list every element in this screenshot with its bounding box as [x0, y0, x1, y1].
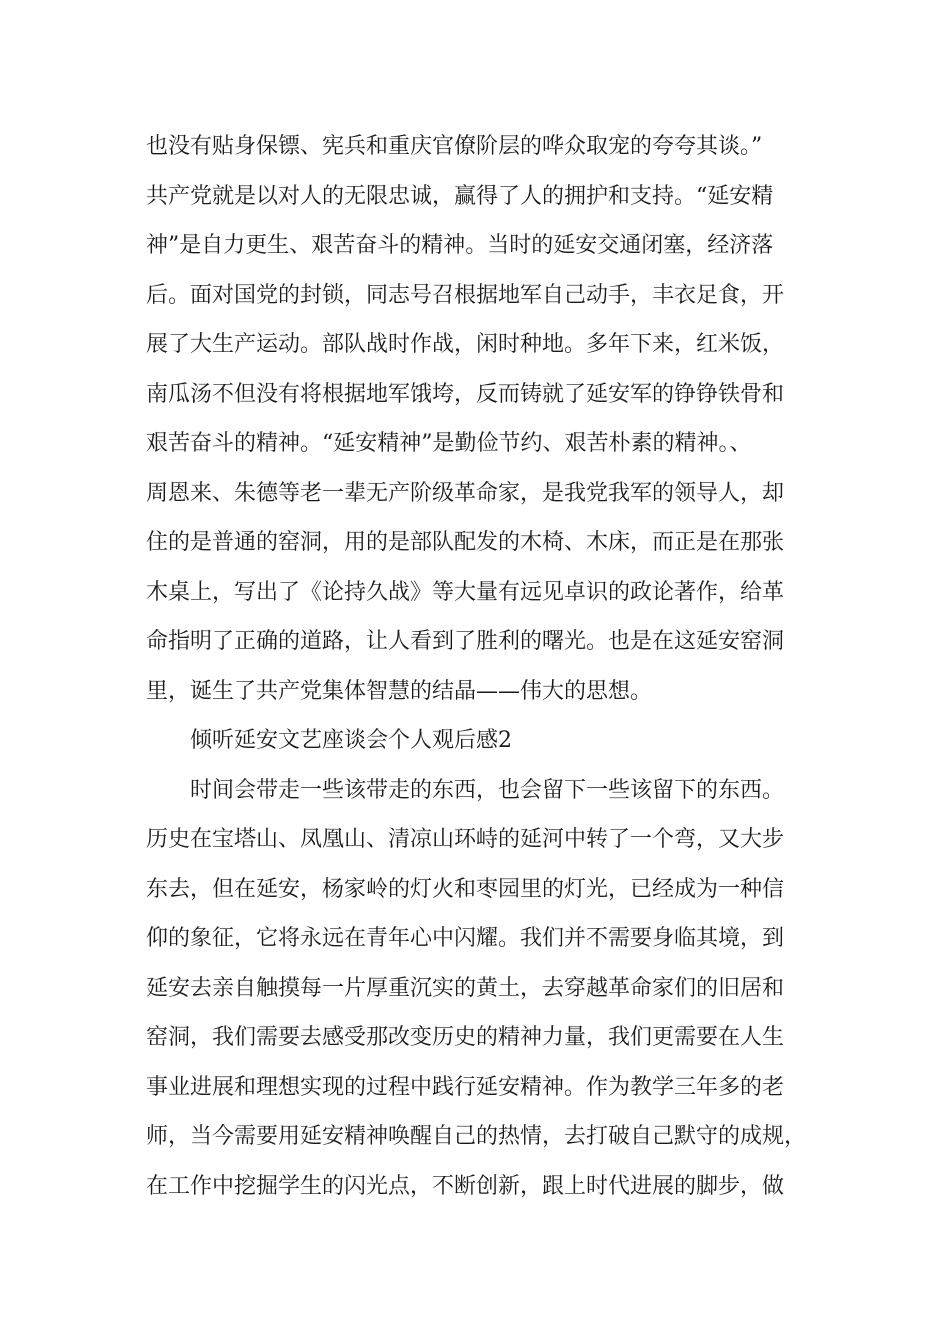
text-line: 命指明了正确的道路，让人看到了胜利的曙光。也是在这延安窑洞 — [146, 629, 785, 654]
text-line: 也没有贴身保镖、宪兵和重庆官僚阶层的哗众取宠的夸夸其谈。” — [146, 134, 763, 159]
text-line: 师，当今需要用延安精神唤醒自己的热情，去打破自己默守的成规， — [146, 1124, 807, 1149]
paragraph-first-line: 时间会带走一些该带走的东西，也会留下一些该留下的东西。 — [190, 777, 785, 803]
text-line: 后。面对国党的封锁，同志号召根据地军自己动手，丰衣足食，开 — [146, 282, 785, 308]
text-line: 南瓜汤不但没有将根据地军饿垮，反而铸就了延安军的铮铮铁骨和 — [146, 381, 785, 407]
text-line: 在工作中挖掘学生的闪光点，不断创新，跟上时代进展的脚步，做 — [146, 1173, 785, 1199]
text-line: 仰的象征，它将永远在青年心中闪耀。我们并不需要身临其境，到 — [146, 926, 785, 951]
text-line: 艰苦奋斗的精神。“延安精神”是勤俭节约、艰苦朴素的精神。、 — [146, 431, 752, 456]
text-line: 住的是普通的窑洞，用的是部队配发的木椅、木床，而正是在那张 — [146, 530, 785, 555]
text-line: 历史在宝塔山、凤凰山、清凉山环峙的延河中转了一个弯，又大步 — [146, 827, 785, 852]
text-line: 展了大生产运动。部队战时作战，闲时种地。多年下来，红米饭， — [146, 332, 785, 357]
text-line: 里，诞生了共产党集体智慧的结晶——伟大的思想。 — [146, 678, 653, 704]
text-line: 木桌上，写出了《论持久战》等大量有远见卓识的政论著作，给革 — [146, 579, 785, 605]
section-heading: 倾听延安文艺座谈会个人观后感2 — [190, 728, 512, 753]
text-line: 窑洞，我们需要去感受那改变历史的精神力量，我们更需要在人生 — [146, 1025, 785, 1050]
text-line: 事业进展和理想实现的过程中践行延安精神。作为教学三年多的老 — [146, 1074, 785, 1100]
text-line: 共产党就是以对人的无限忠诚，赢得了人的拥护和支持。“延安精 — [146, 183, 774, 209]
text-line: 延安去亲自触摸每一片厚重沉实的黄土，去穿越革命家们的旧居和 — [146, 975, 785, 1001]
text-line: 东去，但在延安，杨家岭的灯火和枣园里的灯光，已经成为一种信 — [146, 876, 785, 902]
document-body — [146, 122, 836, 1211]
text-line: 周恩来、朱德等老一辈无产阶级革命家，是我党我军的领导人，却 — [146, 480, 785, 506]
text-line: 神”是自力更生、艰苦奋斗的精神。当时的延安交通闭塞，经济落 — [146, 233, 774, 258]
